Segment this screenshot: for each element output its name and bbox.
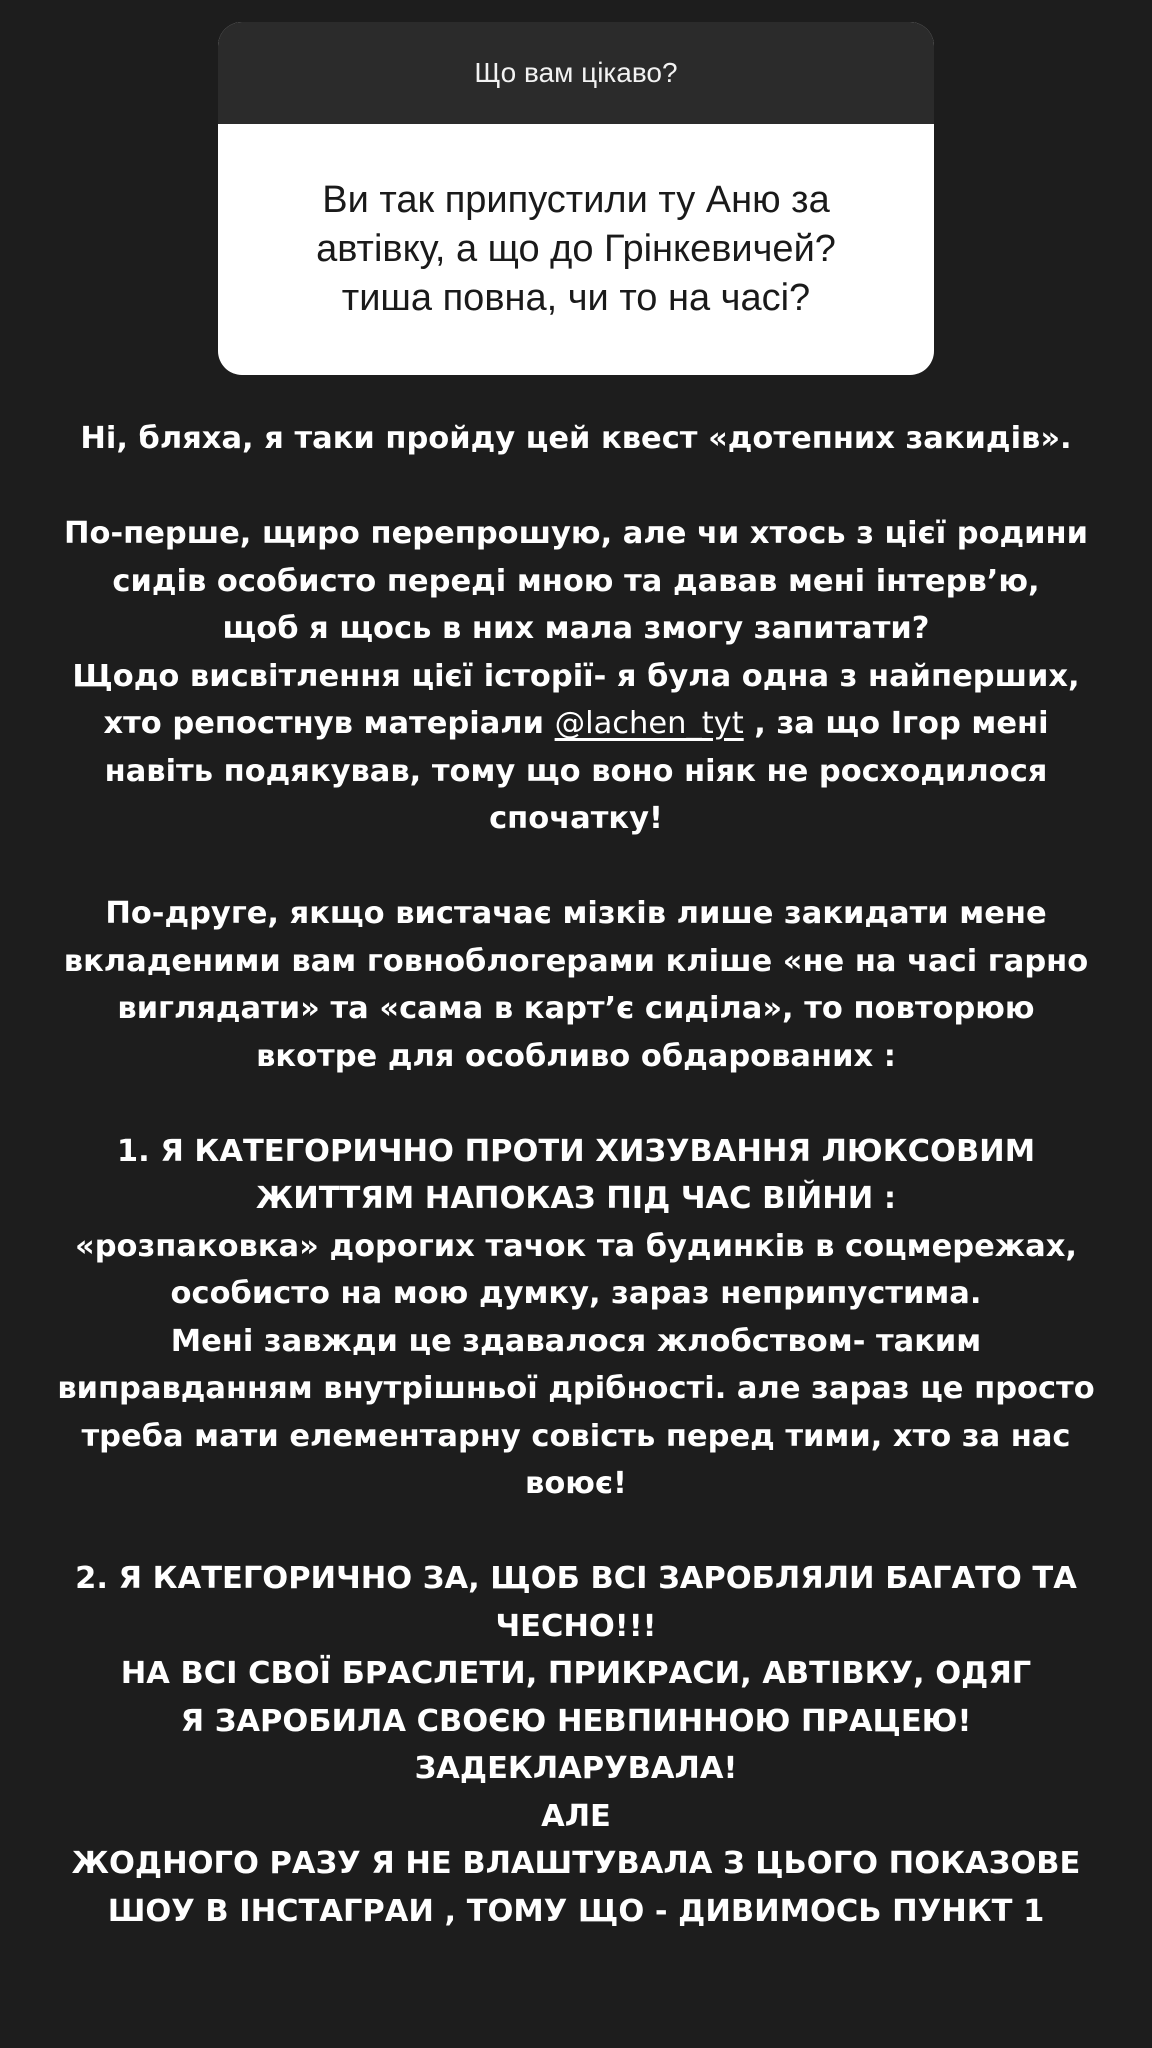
answer-line: Я ЗАРОБИЛА СВОЄЮ НЕВПИННОЮ ПРАЦЕЮ! [180,1703,972,1739]
answer-line: ЖИТТЯМ НАПОКАЗ ПІД ЧАС ВІЙНИ : [255,1181,897,1216]
answer-line: АЛЕ [541,1798,611,1834]
answer-line: Мені завжди це здавалося жлобством- таким [170,1323,982,1359]
question-sticker-header: Що вам цікаво? [218,22,934,124]
paragraph-gap [20,843,1132,891]
answer-line: особисто на мою думку, зараз неприпустима. [170,1276,982,1311]
answer-line: 2. Я КАТЕГОРИЧНО ЗА, ЩОБ ВСІ ЗАРОБЛЯЛИ БАГАТО ТА [75,1561,1077,1596]
answer-line: виправданням внутрішньої дрібності. але зараз це просто [57,1371,1095,1406]
paragraph-gap [20,1080,1132,1128]
answer-text-fragment: , за що Ігор мені [743,706,1049,741]
question-line: тиша повна, чи то на часі? [341,277,811,319]
answer-line: 1. Я КАТЕГОРИЧНО ПРОТИ ХИЗУВАННЯ ЛЮКСОВИМ [116,1133,1036,1169]
answer-text [20,415,1132,1935]
answer-line: Щодо висвітлення цієї історії- я була одна з найперших, [72,658,1080,694]
question-text [316,176,836,323]
answer-text-fragment: хто репостнув матеріали [103,706,555,741]
answer-line: По-друге, якщо вистачає мізків лише закидати мене [105,896,1047,931]
answer-line: ЗАДЕКЛАРУВАЛА! [414,1751,738,1786]
answer-line: сидів особисто переді мною та давав мені інтерв’ю, [112,563,1040,599]
answer-line: ЧЕСНО!!! [495,1608,657,1644]
mention-link[interactable]: @lachen_tyt [554,706,744,741]
answer-line: Ні, бляха, я таки пройду цей квест «дотепних закидів». [80,421,1072,456]
answer-line: виглядати» та «сама в карт’є сиділа», то повторюю [117,991,1035,1026]
answer-line: навіть подякував, тому що воно ніяк не росходилося [104,753,1048,789]
question-line: Ви так припустили ту Аню за [322,179,830,221]
answer-line: ШОУ В ІНСТАГРАИ , ТОМУ ЩО - ДИВИМОСЬ ПУНКТ 1 [107,1893,1045,1929]
paragraph-gap [20,1508,1132,1556]
answer-line: ЖОДНОГО РАЗУ Я НЕ ВЛАШТУВАЛА З ЦЬОГО ПОКАЗОВЕ [71,1846,1081,1881]
answer-line: НА ВСІ СВОЇ БРАСЛЕТИ, ПРИКРАСИ, АВТІВКУ, ОДЯГ [120,1656,1032,1691]
question-sticker-body [218,124,934,375]
answer-line: По-перше, щиро перепрошую, але чи хтось з цієї родини [64,516,1088,551]
answer-line: вкладеними вам говноблогерами кліше «не на часі гарно [63,943,1089,979]
question-sticker[interactable] [218,22,934,375]
answer-line-with-mention [20,700,1132,748]
answer-line: воює! [525,1466,627,1501]
answer-line: треба мати елементарну совість перед тими, хто за нас [81,1418,1071,1454]
answer-line: щоб я щось в них мала змогу запитати? [222,611,930,646]
answer-line: спочатку! [489,801,663,836]
paragraph-gap [20,463,1132,511]
answer-line: вкотре для особливо обдарованих : [256,1038,896,1074]
answer-line: «розпаковка» дорогих тачок та будинків в соцмережах, [75,1228,1077,1264]
question-line: автівку, а що до Грінкевичей? [316,228,836,270]
